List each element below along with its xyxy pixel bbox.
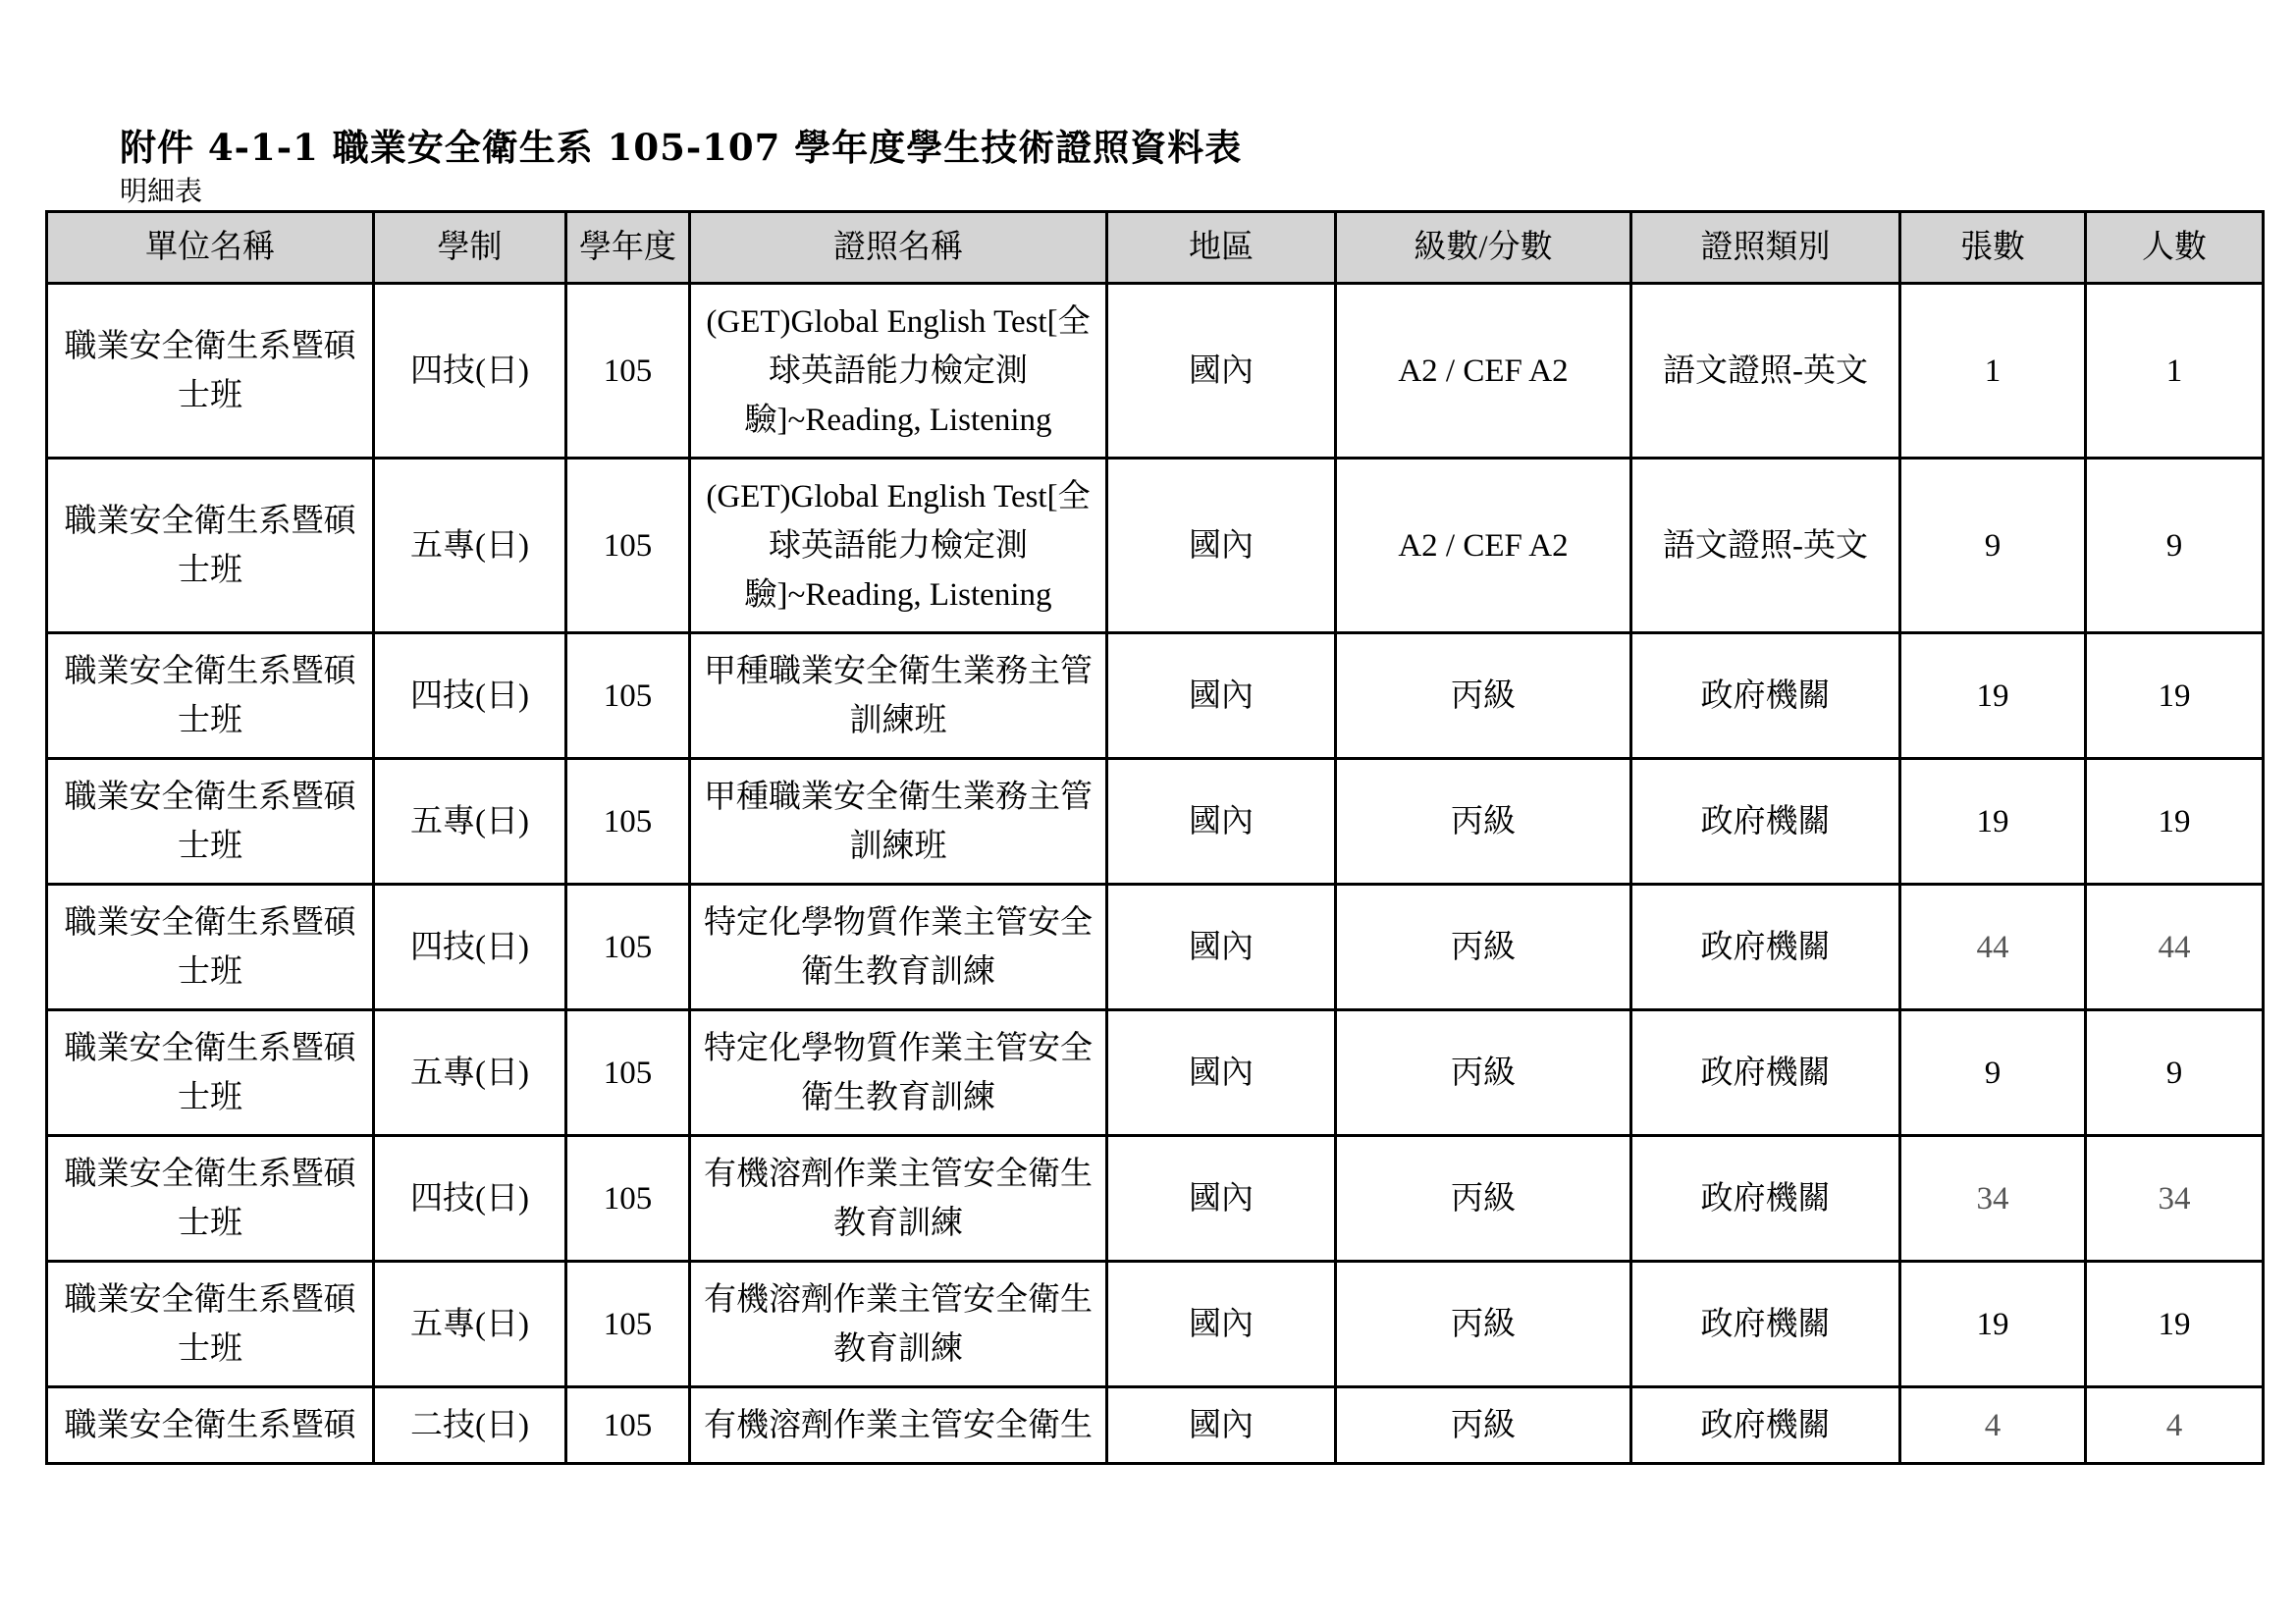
table-row xyxy=(47,1262,2264,1387)
cell-level-score: 丙級 xyxy=(1336,1010,1631,1136)
cell-unit-name: 職業安全衛生系暨碩士班 xyxy=(47,1010,374,1136)
cell-level-score: 丙級 xyxy=(1336,1262,1631,1387)
cell-person-count: 4 xyxy=(2086,1387,2264,1464)
cell-person-count: 9 xyxy=(2086,459,2264,633)
table-header-row xyxy=(47,212,2264,284)
cell-certificate-count: 34 xyxy=(1900,1136,2086,1262)
cell-region: 國內 xyxy=(1107,1387,1336,1464)
cell-school-system: 四技(日) xyxy=(374,633,566,759)
cell-academic-year: 105 xyxy=(566,284,690,459)
cell-academic-year: 105 xyxy=(566,459,690,633)
cell-level-score: 丙級 xyxy=(1336,1387,1631,1464)
cell-certificate-category: 語文證照-英文 xyxy=(1631,284,1900,459)
header-person-count: 人數 xyxy=(2086,212,2264,284)
cell-unit-name: 職業安全衛生系暨碩士班 xyxy=(47,759,374,885)
header-region: 地區 xyxy=(1107,212,1336,284)
cell-level-score: 丙級 xyxy=(1336,633,1631,759)
cell-certificate-category: 政府機關 xyxy=(1631,1262,1900,1387)
table-row xyxy=(47,1136,2264,1262)
cell-certificate-count: 4 xyxy=(1900,1387,2086,1464)
cell-school-system: 二技(日) xyxy=(374,1387,566,1464)
cell-school-system: 四技(日) xyxy=(374,284,566,459)
header-unit-name: 單位名稱 xyxy=(47,212,374,284)
cell-certificate-name: (GET)Global English Test[全球英語能力檢定測驗]~Reading, Listening xyxy=(690,284,1107,459)
cell-certificate-category: 政府機關 xyxy=(1631,1387,1900,1464)
cell-certificate-name: 有機溶劑作業主管安全衛生教育訓練 xyxy=(690,1136,1107,1262)
cell-certificate-count: 9 xyxy=(1900,459,2086,633)
table-row xyxy=(47,459,2264,633)
cell-certificate-name: 特定化學物質作業主管安全衛生教育訓練 xyxy=(690,1010,1107,1136)
cell-person-count: 1 xyxy=(2086,284,2264,459)
cell-unit-name: 職業安全衛生系暨碩士班 xyxy=(47,284,374,459)
cell-person-count: 19 xyxy=(2086,633,2264,759)
cell-school-system: 五專(日) xyxy=(374,459,566,633)
header-certificate-name: 證照名稱 xyxy=(690,212,1107,284)
cell-certificate-name: 甲種職業安全衛生業務主管訓練班 xyxy=(690,633,1107,759)
cell-school-system: 五專(日) xyxy=(374,1262,566,1387)
cell-certificate-count: 19 xyxy=(1900,633,2086,759)
cell-certificate-category: 政府機關 xyxy=(1631,633,1900,759)
cell-region: 國內 xyxy=(1107,1262,1336,1387)
cell-region: 國內 xyxy=(1107,633,1336,759)
cell-certificate-name: 甲種職業安全衛生業務主管訓練班 xyxy=(690,759,1107,885)
table-row xyxy=(47,885,2264,1010)
cell-academic-year: 105 xyxy=(566,885,690,1010)
cell-person-count: 9 xyxy=(2086,1010,2264,1136)
cell-school-system: 五專(日) xyxy=(374,1010,566,1136)
cell-level-score: 丙級 xyxy=(1336,759,1631,885)
cell-region: 國內 xyxy=(1107,885,1336,1010)
cell-academic-year: 105 xyxy=(566,759,690,885)
cell-region: 國內 xyxy=(1107,1136,1336,1262)
cell-unit-name: 職業安全衛生系暨碩士班 xyxy=(47,885,374,1010)
cell-person-count: 44 xyxy=(2086,885,2264,1010)
cell-person-count: 34 xyxy=(2086,1136,2264,1262)
cell-certificate-name: 特定化學物質作業主管安全衛生教育訓練 xyxy=(690,885,1107,1010)
cell-certificate-category: 政府機關 xyxy=(1631,759,1900,885)
cell-person-count: 19 xyxy=(2086,759,2264,885)
cell-level-score: A2 / CEF A2 xyxy=(1336,284,1631,459)
cell-certificate-category: 政府機關 xyxy=(1631,885,1900,1010)
cell-region: 國內 xyxy=(1107,459,1336,633)
cell-region: 國內 xyxy=(1107,1010,1336,1136)
table-row xyxy=(47,1387,2264,1464)
table-row xyxy=(47,1010,2264,1136)
certificate-table xyxy=(45,210,2265,1465)
table-row xyxy=(47,633,2264,759)
cell-academic-year: 105 xyxy=(566,1010,690,1136)
cell-unit-name: 職業安全衛生系暨碩士班 xyxy=(47,633,374,759)
cell-certificate-count: 1 xyxy=(1900,284,2086,459)
page-subtitle: 明細表 xyxy=(120,175,203,207)
cell-academic-year: 105 xyxy=(566,1387,690,1464)
cell-certificate-count: 19 xyxy=(1900,1262,2086,1387)
cell-certificate-category: 政府機關 xyxy=(1631,1136,1900,1262)
cell-certificate-category: 政府機關 xyxy=(1631,1010,1900,1136)
cell-level-score: 丙級 xyxy=(1336,1136,1631,1262)
header-level-score: 級數/分數 xyxy=(1336,212,1631,284)
cell-unit-name: 職業安全衛生系暨碩士班 xyxy=(47,1136,374,1262)
cell-level-score: A2 / CEF A2 xyxy=(1336,459,1631,633)
table-row xyxy=(47,284,2264,459)
cell-academic-year: 105 xyxy=(566,1136,690,1262)
cell-school-system: 五專(日) xyxy=(374,759,566,885)
header-school-system: 學制 xyxy=(374,212,566,284)
cell-person-count: 19 xyxy=(2086,1262,2264,1387)
cell-certificate-count: 9 xyxy=(1900,1010,2086,1136)
cell-certificate-count: 19 xyxy=(1900,759,2086,885)
header-certificate-count: 張數 xyxy=(1900,212,2086,284)
cell-region: 國內 xyxy=(1107,759,1336,885)
table-row xyxy=(47,759,2264,885)
cell-certificate-count: 44 xyxy=(1900,885,2086,1010)
cell-academic-year: 105 xyxy=(566,1262,690,1387)
cell-school-system: 四技(日) xyxy=(374,885,566,1010)
cell-school-system: 四技(日) xyxy=(374,1136,566,1262)
cell-unit-name: 職業安全衛生系暨碩士班 xyxy=(47,1262,374,1387)
cell-certificate-name: 有機溶劑作業主管安全衛生 xyxy=(690,1387,1107,1464)
cell-certificate-name: (GET)Global English Test[全球英語能力檢定測驗]~Reading, Listening xyxy=(690,459,1107,633)
cell-level-score: 丙級 xyxy=(1336,885,1631,1010)
cell-academic-year: 105 xyxy=(566,633,690,759)
header-certificate-category: 證照類別 xyxy=(1631,212,1900,284)
cell-unit-name: 職業安全衛生系暨碩士班 xyxy=(47,459,374,633)
header-academic-year: 學年度 xyxy=(566,212,690,284)
cell-certificate-name: 有機溶劑作業主管安全衛生教育訓練 xyxy=(690,1262,1107,1387)
cell-certificate-category: 語文證照-英文 xyxy=(1631,459,1900,633)
cell-region: 國內 xyxy=(1107,284,1336,459)
cell-unit-name: 職業安全衛生系暨碩 xyxy=(47,1387,374,1464)
page-title: 附件 4-1-1 職業安全衛生系 105-107 學年度學生技術證照資料表 xyxy=(120,126,1243,169)
